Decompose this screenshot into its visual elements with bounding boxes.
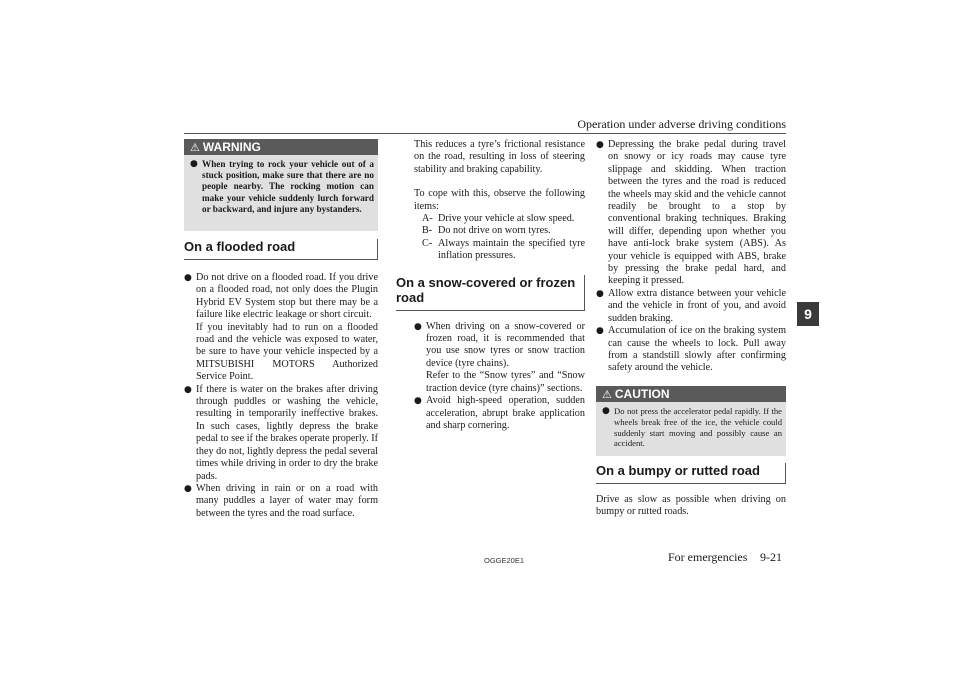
caution-header — [596, 386, 786, 402]
list-item: ● When driving in rain or on a road with many puddles a layer of water may form between the tyres and the road surface. — [184, 482, 378, 519]
section-title-snow: On a snow-covered or frozen road — [396, 275, 585, 311]
chapter-tab: 9 — [797, 302, 819, 326]
bullet-icon: ● — [596, 140, 604, 150]
paragraph: Refer to the “Snow tyres” and “Snow traction device (tyre chains)” sections. — [426, 370, 585, 394]
warning-body — [184, 155, 378, 215]
paragraph: If you inevitably had to run on a flooded road and the vehicle was exposed to water, be sure to have your vehicle inspected by a MITSUBISHI MOTORS Authorized Service Point. — [196, 321, 378, 383]
footer-section: For emergencies — [668, 550, 748, 564]
list-item: B- Do not drive on worn tyres. — [422, 225, 551, 237]
bumpy-section — [596, 463, 786, 519]
bullet-icon: ● — [184, 483, 192, 494]
warning-box — [184, 139, 378, 231]
bullet-icon: ● — [596, 326, 604, 337]
caution-triangle-icon: ⚠ — [602, 388, 612, 401]
bullet-icon: ● — [414, 396, 422, 407]
bullet-icon: ● — [596, 288, 604, 299]
list-item: ● Avoid high-speed operation, sudden acceleration, abrupt brake application and sharp cornering. — [414, 395, 585, 431]
list-item: A- Drive your vehicle at slow speed. — [422, 213, 575, 225]
list-item: C- Always maintain the specified tyre inflation pressures. — [422, 237, 585, 262]
section-title-flooded: On a flooded road — [184, 239, 378, 260]
bullet-icon: ● — [190, 159, 198, 169]
adverse-items-list — [391, 213, 585, 263]
column-2 — [391, 139, 585, 432]
caution-label: CAUTION — [614, 387, 670, 401]
document-code: OGGE20E1 — [484, 556, 525, 565]
caution-box — [596, 386, 786, 456]
bullet-icon: ● — [184, 273, 192, 283]
paragraph: Drive as slow as possible when driving on bumpy or rutted roads. — [596, 494, 786, 518]
warning-header — [184, 139, 378, 155]
header-rule — [184, 133, 786, 134]
list-item: ● When driving on a snow-covered or frozen road, it is recommended that you use snow tyres or snow traction device (tyre chains). — [414, 320, 585, 369]
caution-item: ● Do not press the accelerator pedal rapidly. If the wheels break free of the ice, the vehicle could suddenly start moving and possibly cause an accident. — [602, 406, 782, 449]
column-1 — [184, 239, 378, 520]
list-item: ● Do not drive on a flooded road. If you drive on a flooded road, not only does the Plugin Hybrid EV System stop but there may be a failure like electric leakage or short circuit. — [184, 272, 378, 321]
list-item: ● Allow extra distance between your vehicle and the vehicle in front of you, and avoid sudden braking. — [596, 287, 786, 324]
running-header: Operation under adverse driving conditions — [577, 117, 786, 131]
caution-body — [596, 402, 786, 449]
bullet-icon: ● — [602, 406, 610, 416]
column-3 — [596, 139, 786, 375]
list-item: ● If there is water on the brakes after driving through puddles or washing the vehicle, resulting in temporarily ineffective brakes. In such cases, lightly depress the brake pedal to see if the brakes operate properly. If they do not, lightly depress the pedal several times while driving in order to dry the brake pads. — [184, 383, 378, 482]
paragraph: To cope with this, observe the following items: — [414, 188, 585, 212]
page-number: 9-21 — [760, 550, 782, 564]
list-item: ● Accumulation of ice on the braking system can cause the wheels to lock. Pull away from a standstill slowly after confirming safety around the vehicle. — [596, 325, 786, 374]
warning-triangle-icon: ⚠ — [190, 141, 200, 154]
warning-item: ● When trying to rock your vehicle out of a stuck position, make sure that there are no people nearby. The rocking motion can make your vehicle suddenly lurch forward or backward, and injure any bystanders. — [190, 159, 374, 214]
bullet-icon: ● — [184, 384, 192, 395]
list-item: ● Depressing the brake pedal during travel on snowy or icy roads may cause tyre slippage and skidding. When traction between the tyres and the road is reduced the wheels may skid and the vehicle cannot readily be brought to a stop by conventional braking techniques. Braking will differ, depending upon whether you have anti-lock brake system (ABS). As your vehicle is equipped with ABS, brake by pressing the brake pedal hard, and keeping it pressed. — [596, 139, 786, 287]
bullet-icon: ● — [414, 321, 422, 332]
section-title-bumpy: On a bumpy or rutted road — [596, 463, 786, 484]
warning-label: WARNING — [202, 140, 261, 154]
paragraph: This reduces a tyre’s frictional resistance on the road, resulting in loss of steering stability and braking capability. — [414, 139, 585, 175]
